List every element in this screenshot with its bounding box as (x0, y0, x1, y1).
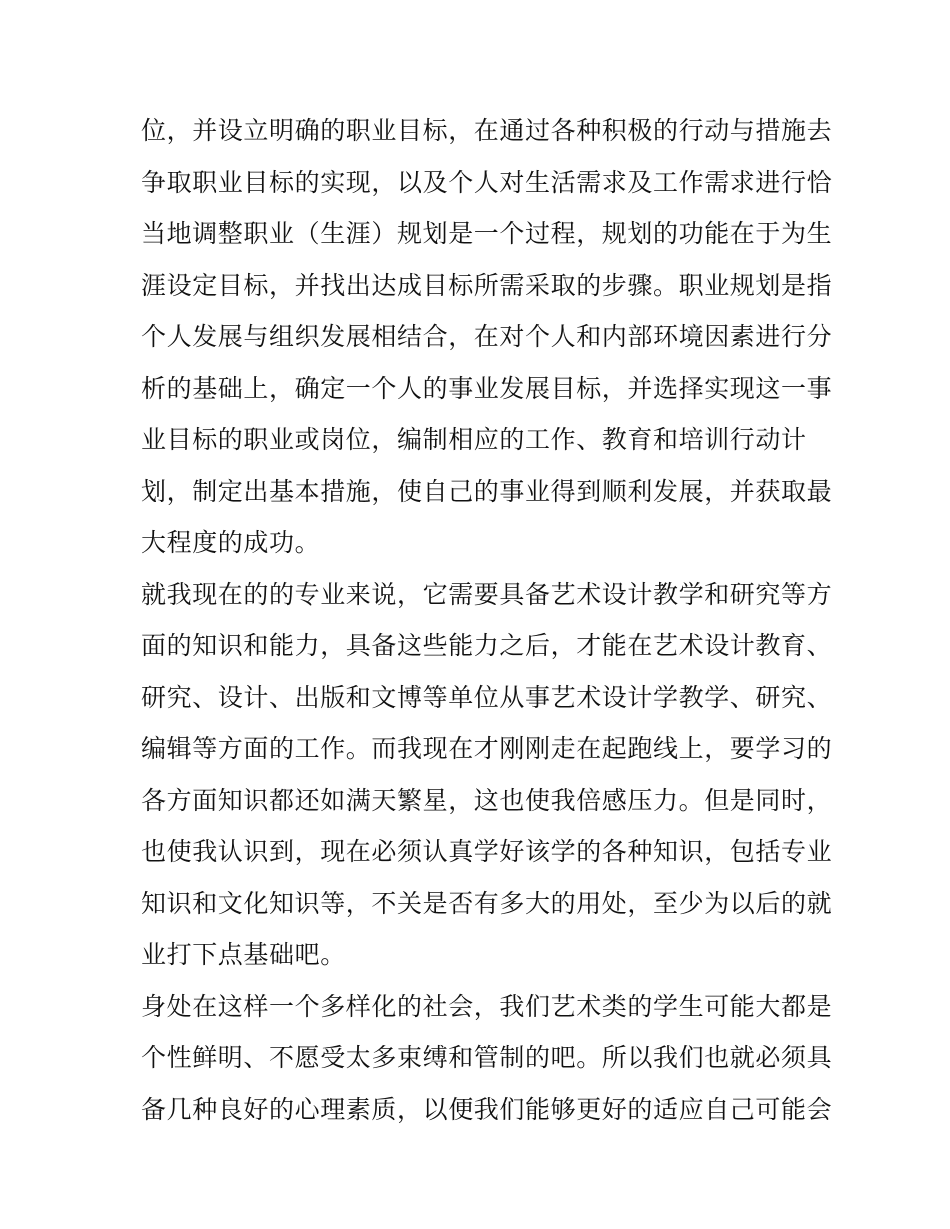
text-line: 个人发展与组织发展相结合，在对个人和内部环境因素进行分 (141, 322, 833, 351)
text-line: 涯设定目标，并找出达成目标所需采取的步骤。职业规划是指 (141, 270, 833, 300)
text-line: 析的基础上，确定一个人的事业发展目标，并选择实现这一事 (141, 373, 833, 403)
document-body (141, 105, 833, 1135)
text-line: 各方面知识都还如满天繁星，这也使我倍感压力。但是同时， (141, 785, 833, 815)
text-line: 个性鲜明、不愿受太多束缚和管制的吧。所以我们也就必须具 (141, 1043, 833, 1072)
text-line: 当地调整职业（生涯）规划是一个过程，规划的功能在于为生 (141, 219, 833, 248)
text-line: 研究、设计、出版和文博等单位从事艺术设计学教学、研究、 (141, 682, 833, 712)
text-line: 位，并设立明确的职业目标，在通过各种积极的行动与措施去 (141, 116, 833, 145)
text-line: 业打下点基础吧。 (141, 940, 346, 969)
text-line: 知识和文化知识等，不关是否有多大的用处，至少为以后的就 (141, 888, 833, 918)
text-line: 也使我认识到，现在必须认真学好该学的各种知识，包括专业 (141, 837, 833, 866)
text-line: 备几种良好的心理素质，以便我们能够更好的适应自己可能会 (141, 1094, 833, 1124)
text-line: 划，制定出基本措施，使自己的事业得到顺利发展，并获取最 (141, 476, 833, 506)
text-line: 业目标的职业或岗位，编制相应的工作、教育和培训行动计 (141, 425, 807, 454)
text-line: 编辑等方面的工作。而我现在才刚刚走在起跑线上，要学习的 (141, 734, 833, 763)
text-line: 就我现在的的专业来说，它需要具备艺术设计教学和研究等方 (141, 579, 833, 609)
text-line: 大程度的成功。 (141, 528, 321, 557)
text-line: 身处在这样一个多样化的社会，我们艺术类的学生可能大都是 (141, 991, 833, 1021)
text-line: 争取职业目标的实现，以及个人对生活需求及工作需求进行恰 (141, 167, 833, 197)
text-line: 面的知识和能力，具备这些能力之后，才能在艺术设计教育、 (141, 631, 833, 660)
